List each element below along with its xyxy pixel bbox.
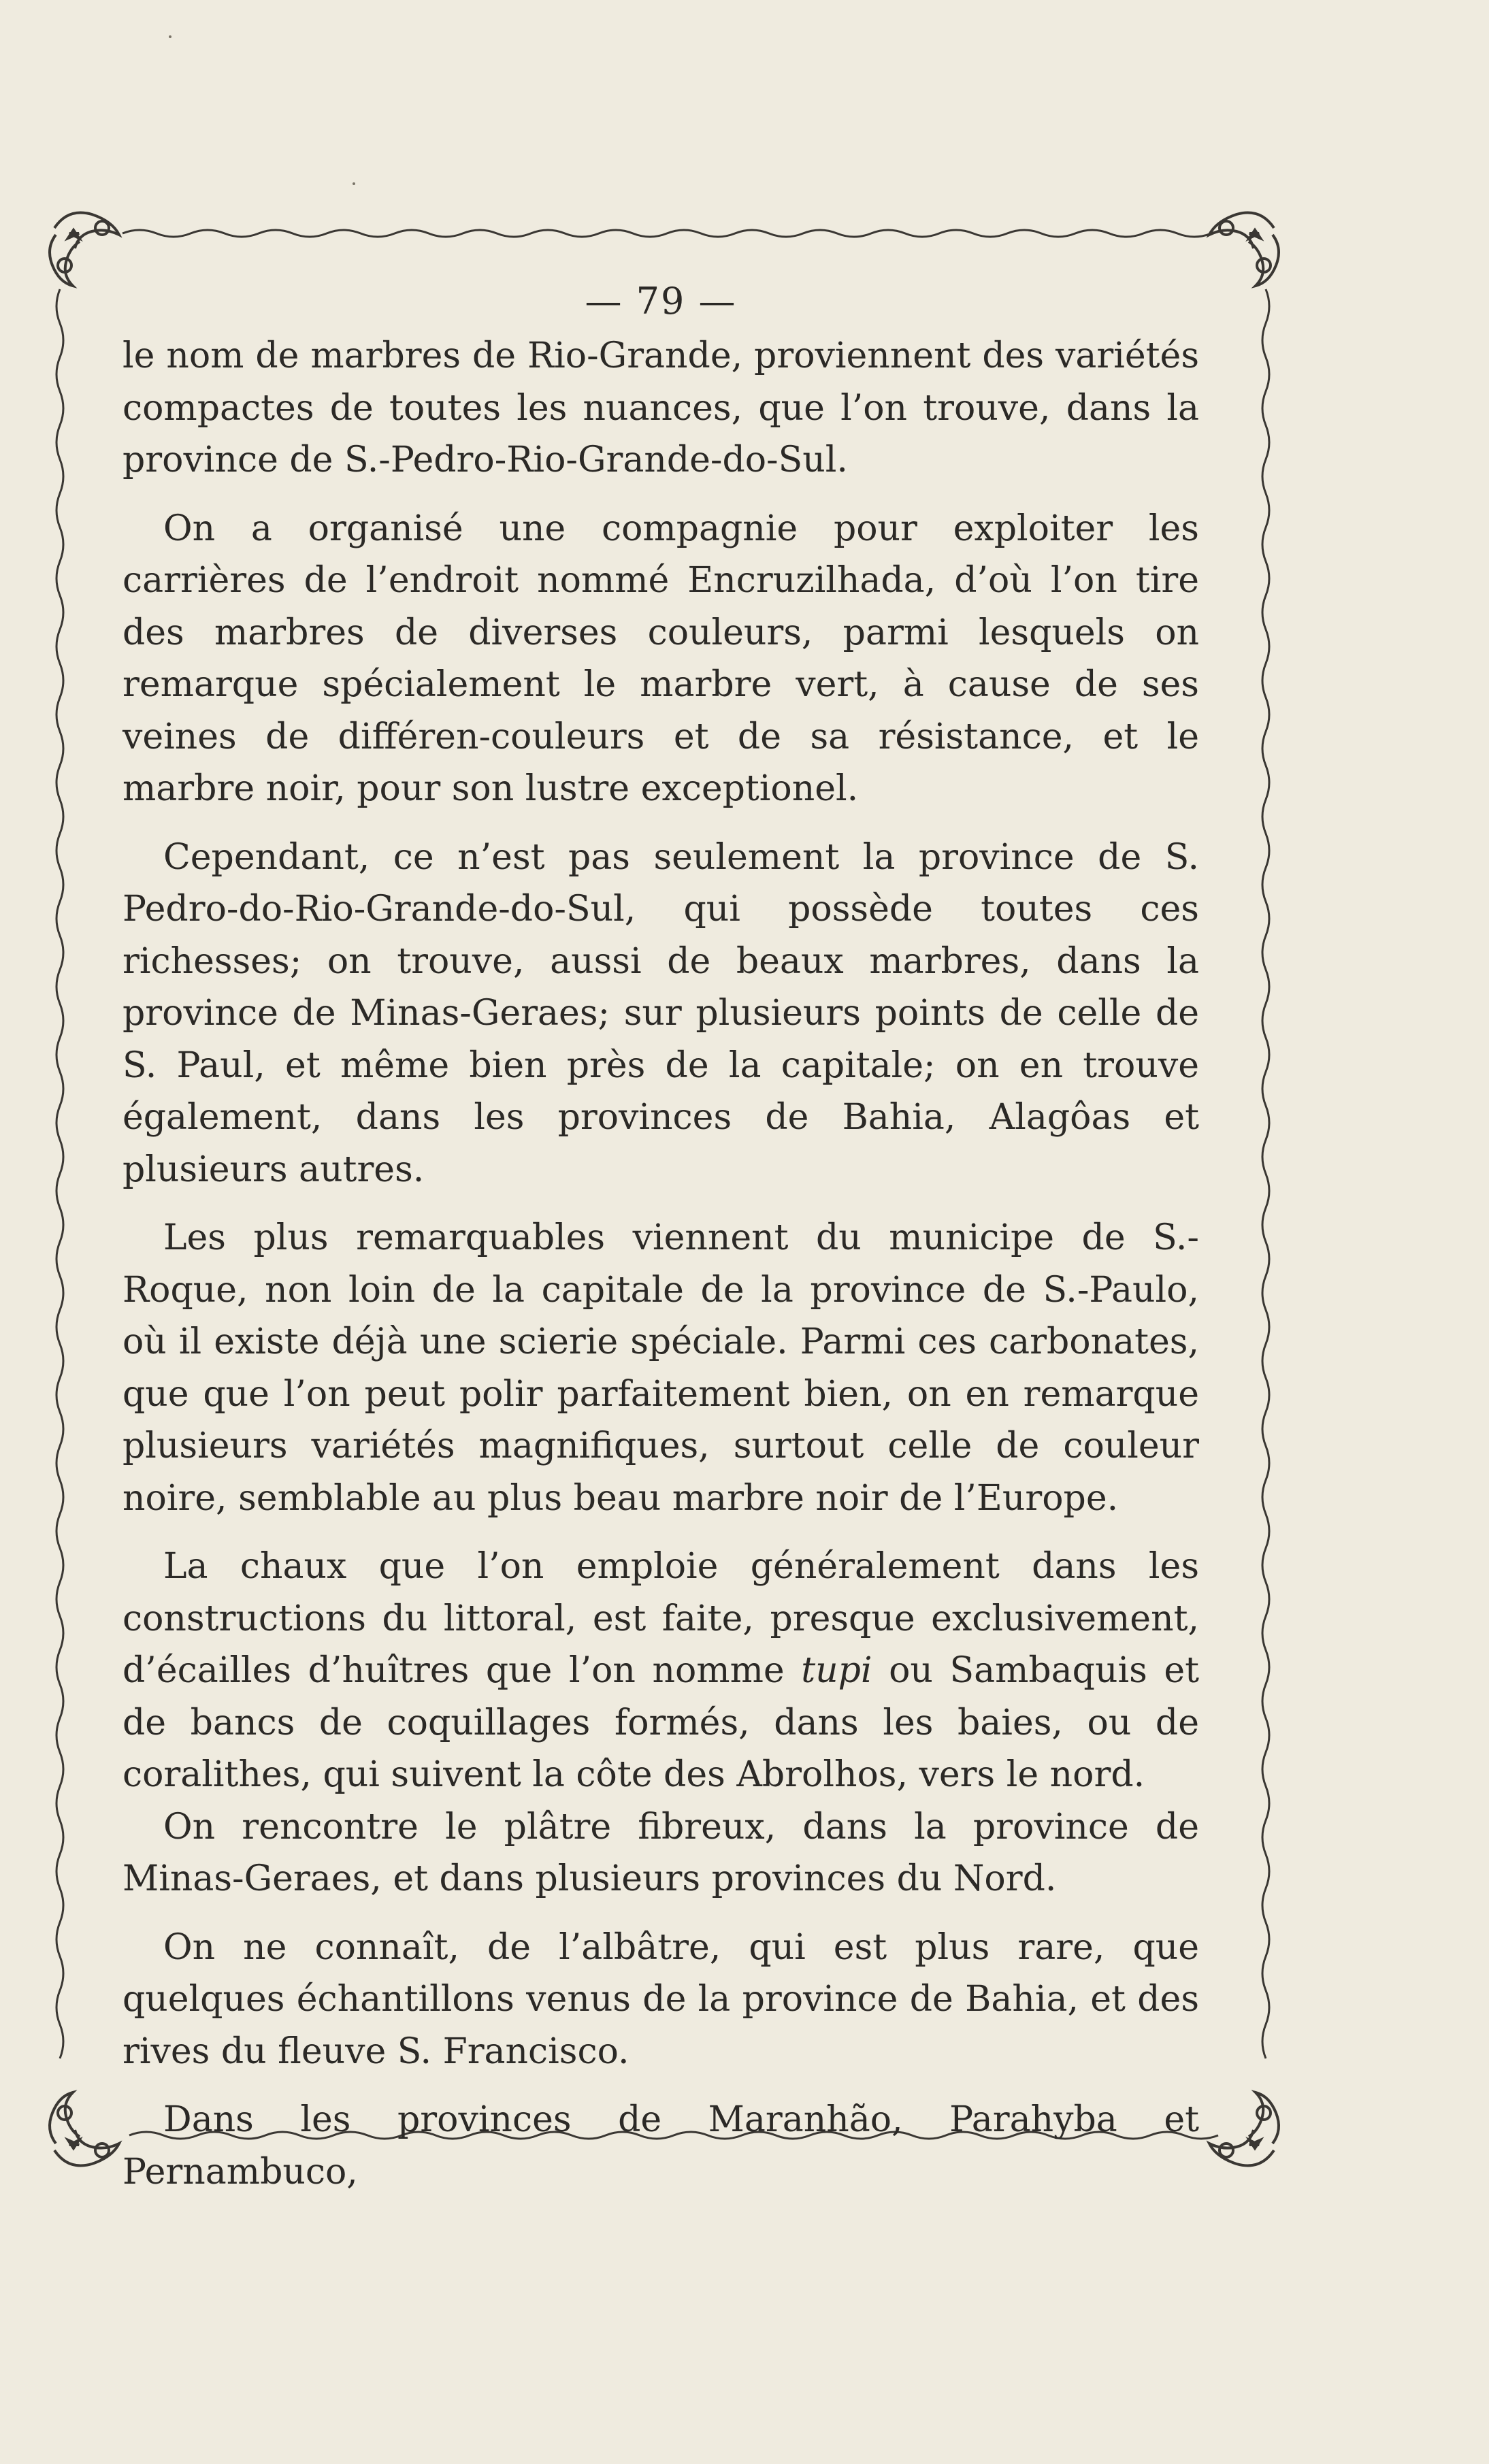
page-number: — 79 — [585,280,737,323]
paragraph-maranhao: Dans les provinces de Maranhão, Parahyba et Pernambuco, [122,2099,1199,2192]
corner-bottom-right-icon [1209,2092,1279,2166]
top-wavy-line [122,230,1211,237]
paragraph-plaster: On rencontre le plâtre fibreux, dans la province de Minas-Geraes, et dans plusieurs provinces du Nord. [122,1806,1199,1899]
paragraph-s-roque: Les plus remarquables viennent du municipe de S.-Roque, non loin de la capitale de la province de S.-Paulo, où il existe déjà une scierie spéciale. Parmi ces carbonates, que que l’on peut polir parfaitement bien, on en remarque plusieurs variétés magnifiques, surtout celle de couleur noire, semblable au plus beau marbre noir de l’Europe. [122,1217,1199,1519]
lime-text-after: ou Sambaquis et de bancs de coquillages formés, dans les baies, ou de coralithes, qui suivent la côte des Abrolhos, vers le nord. [122,1650,1199,1795]
left-wavy-line [56,289,63,2058]
page-body [122,276,1199,2198]
paragraph-marble-rio-grande: le nom de marbres de Rio-Grande, proviennent des variétés compactes de toutes les nuances, que l’on trouve, dans la province de S.-Pedro-Rio-Grande-do-Sul. [122,335,1199,480]
corner-top-left-icon [50,213,119,286]
paragraph-encruzilhada: On a organisé une compagnie pour exploiter les carrières de l’endroit nommé Encruzilhada, d’où l’on tire des marbres de diverses couleurs, parmi lesquels on remarque spécialement le marbre vert, à cause de ses veines de différen-couleurs et de sa résistance, et le marbre noir, pour son lustre exceptionel. [122,508,1199,809]
paragraph-other-provinces: Cependant, ce n’est pas seulement la province de S. Pedro-do-Rio-Grande-do-Sul, qui possède toutes ces richesses; on trouve, aussi de beaux marbres, dans la province de Minas-Geraes; sur plusieurs points de celle de S. Paul, et même bien près de la capitale; on en trouve également, dans les provinces de Bahia, Alagôas et plusieurs autres. [122,836,1199,1190]
paper-speck [169,35,171,38]
right-wavy-line [1262,289,1269,2058]
paper-speck [353,182,355,185]
corner-top-right-icon [1209,213,1279,286]
lime-text-before: La chaux que l’on emploie généralement dans les constructions du littoral, est faite, presque exclusivement, d’écailles d’huîtres que l’on nomme [122,1546,1199,1691]
corner-bottom-left-icon [50,2092,119,2166]
paragraph-lime [122,1541,1199,1801]
paragraph-alabaster: On ne connaît, de l’albâtre, qui est plus rare, que quelques échantillons venus de la province de Bahia, et des rives du fleuve S. Francisco. [122,1926,1199,2072]
lime-term-tupi: tupi [801,1650,872,1691]
